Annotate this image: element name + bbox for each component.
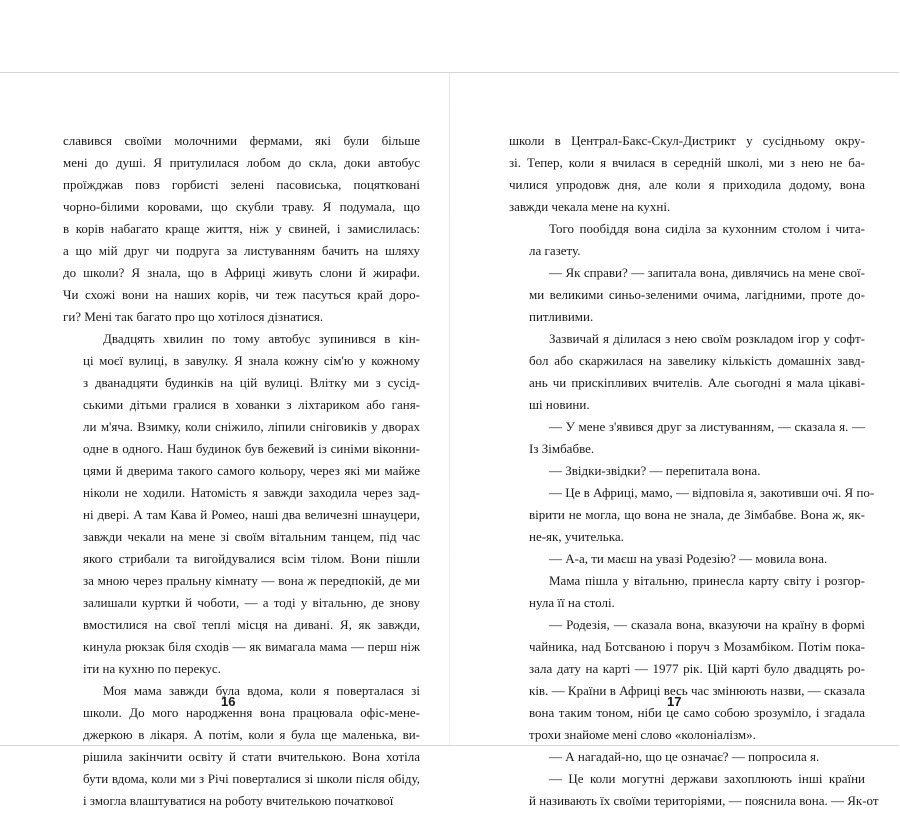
text-line: за мною через пральну кімнату — вона ж передпокій, де ми [83, 573, 420, 588]
paragraph [509, 262, 865, 328]
book-spine [449, 73, 450, 745]
text-line: ні двері. А там Кава й Ромео, наші два величезні шнауцери, [83, 507, 420, 522]
text-line: іти на кухню по перекус. [83, 661, 221, 676]
text-line: бути вдома, коли ми з Річі поверталися зі школи після обіду, [83, 771, 420, 786]
text-line: чилися упродовж дня, але коли я приходила додому, вона [509, 177, 865, 192]
text-line: а що мій друг чи подруга за листуванням бачить на шляху [63, 243, 420, 258]
left-page-number: 16 [221, 694, 236, 709]
paragraph [63, 328, 420, 680]
text-line: ги? Мені так багато про що хотілося дізнатися. [63, 309, 324, 324]
paragraph [509, 768, 879, 812]
paragraph [509, 746, 865, 768]
text-line: завжди чекала мене на кухні. [509, 199, 671, 214]
text-line: — Це в Африці, мамо, — відповіла я, закотивши очі. Я по- [549, 485, 875, 500]
right-page-number: 17 [667, 694, 682, 709]
paragraph [509, 614, 865, 746]
text-line: — Звідки-звідки? — перепитала вона. [549, 463, 761, 478]
text-line: до школи? Я знала, що в Африці живуть слони й жирафи. [63, 265, 420, 280]
text-line: вона таким тоном, ніби це само собою зрозуміло, і згадала [529, 705, 865, 720]
text-line: — Це коли могутні держави захоплюють інші країни [549, 771, 865, 786]
paragraph [509, 328, 865, 416]
text-line: в корів набагато краще життя, ніж у свиней, і замислилась: [63, 221, 420, 236]
paragraph [509, 416, 865, 460]
text-line: мені до душі. Я притулилася лобом до скла, доки автобус [63, 155, 420, 170]
paragraph [509, 482, 875, 548]
paragraph [63, 130, 420, 328]
text-line: ці моєї вулиці, в завулку. Я знала кожну сім'ю у кожному [83, 353, 420, 368]
text-line: чорно-білими коровами, що скубли траву. Я подумала, що [63, 199, 420, 214]
text-line: з дванадцяти будинків на цій вулиці. Влітку ми з сусід- [83, 375, 420, 390]
text-line: зі. Тепер, коли я вчилася в середній школі, ми з нею не ба- [509, 155, 865, 170]
text-line: рішила закінчити освіту й стати вчителькою. Вона хотіла [83, 749, 420, 764]
paragraph [509, 130, 865, 218]
text-line: нула її на столі. [529, 595, 615, 610]
text-line: завжди чекали на мене зі своїм вітальним танцем, під час [83, 529, 420, 544]
paragraph [509, 218, 865, 262]
text-line: ші новини. [529, 397, 590, 412]
text-line: — А нагадай-но, що це означає? — попросила я. [549, 749, 820, 764]
right-page-text [509, 130, 879, 812]
text-line: якого стрибали та вигойдувалися всім тілом. Вони пішли [83, 551, 420, 566]
text-line: не-як, учителька. [529, 529, 624, 544]
text-line: питливими. [529, 309, 594, 324]
text-line: — Родезія, — сказала вона, вказуючи на країну в формі [549, 617, 865, 632]
text-line: славився своїми молочними фермами, які були більше [63, 133, 420, 148]
text-line: ань чи прискіпливих вчителів. Але сьогодні я мала цікаві- [529, 375, 865, 390]
text-line: проїжджав повз горбисті зелені пасовиська, поцятковані [63, 177, 420, 192]
text-line: школи в Централ-Бакс-Скул-Дистрикт у сусідньому окру- [509, 133, 865, 148]
text-line: одне в одного. Наш будинок був бежевий із синіми віконни- [83, 441, 420, 456]
text-line: школи. До мого народження вона працювала офіс-мене- [83, 705, 420, 720]
text-line: — А-а, ти маєш на увазі Родезію? — мовила вона. [549, 551, 828, 566]
text-line: цями й дверима такого самого кольору, через які ми майже [83, 463, 420, 478]
text-line: Моя мама завжди була вдома, коли я поверталася зі [103, 683, 420, 698]
text-line: Того пообіддя вона сиділа за кухонним столом і чита- [549, 221, 865, 236]
paragraph [63, 680, 420, 812]
text-line: Із Зімбабве. [529, 441, 595, 456]
text-line: Зазвичай я ділилася з нею своїм розкладом ігор у софт- [549, 331, 865, 346]
text-line: кинула рюкзак біля сходів — як вимагала мама — перш ніж [83, 639, 420, 654]
text-line: зала дату на карті — 1977 рік. Цій карті було двадцять ро- [529, 661, 865, 676]
text-line: джеркою в лікаря. А потім, коли я була ще маленька, ви- [83, 727, 420, 742]
text-line: й називають їх своїми територіями, — пояснила вона. — Як-от [529, 793, 879, 808]
left-page-text [63, 130, 420, 812]
text-line: трохи знайоме мені слово «колоніалізм». [529, 727, 756, 742]
text-line: Мама пішла у вітальню, принесла карту світу і розгор- [549, 573, 865, 588]
text-line: ли м'яча. Взимку, коли сніжило, ліпили сніговиків у дворах [83, 419, 420, 434]
text-line: чайника, над Ботсваною і поруч з Мозамбіком. Потім пока- [529, 639, 865, 654]
text-line: бол або скаржилася на завелику кількість домашніх завд- [529, 353, 865, 368]
text-line: — Як справи? — запитала вона, дивлячись на мене свої- [549, 265, 865, 280]
text-line: ніколи не ходили. Натомість я завжди заходила через зад- [83, 485, 420, 500]
paragraph [509, 570, 865, 614]
text-line: Двадцять хвилин по тому автобус зупинився в кін- [103, 331, 420, 346]
book-spread [0, 72, 899, 808]
text-line: і змогла влаштуватися на роботу вчителькою початкової [83, 793, 394, 808]
text-line: ськими дітьми гралися в хованки з ліхтариком або ганя- [83, 397, 420, 412]
paragraph [509, 548, 865, 570]
text-line: ків. — Країни в Африці весь час змінюють назви, — сказала [529, 683, 865, 698]
text-line: ла газету. [529, 243, 581, 258]
paragraph [509, 460, 865, 482]
text-line: ми великими синьо-зеленими очима, лагідними, проте до- [529, 287, 865, 302]
text-line: вірити не могла, що вона не знала, де Зімбабве. Вона ж, як- [529, 507, 865, 522]
text-line: вмостилися на свої теплі місця на дивані. Я, як завжди, [83, 617, 420, 632]
text-line: залишали куртки й чоботи, — а тоді у вітальню, де знову [83, 595, 420, 610]
text-line: — У мене з'явився друг за листуванням, — сказала я. — [549, 419, 865, 434]
text-line: Чи схожі вони на наших корів, чи теж пасуться край доро- [63, 287, 420, 302]
